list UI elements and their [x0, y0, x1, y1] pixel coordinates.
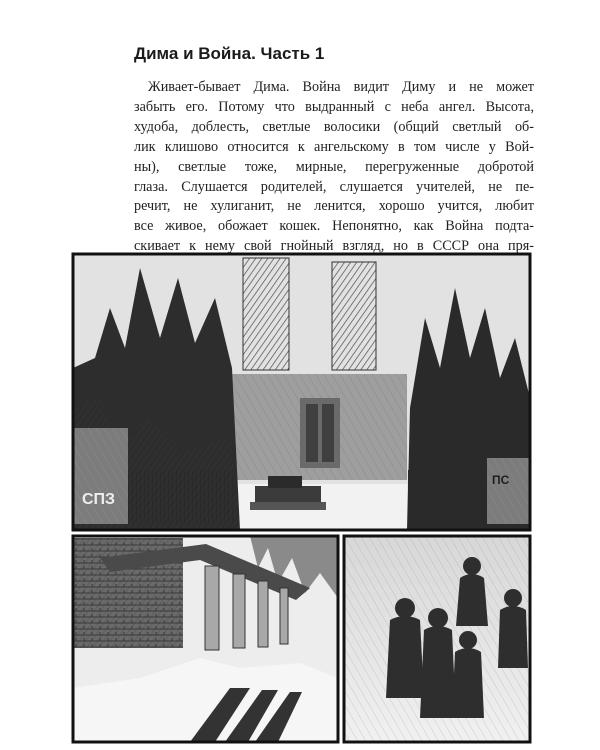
- pillar: [280, 588, 288, 644]
- pillar: [258, 581, 268, 647]
- chapter-title: Дима и Война. Часть 1: [134, 44, 325, 63]
- text-line: лик клишово относится к ангельскому в том числе у Вой-: [134, 138, 534, 155]
- chimney-right: [332, 262, 376, 370]
- chimney-left: [243, 258, 289, 370]
- text-line: худоба, доблесть, светлые волосики (общий светлый об-: [134, 118, 534, 135]
- panel-bottom-left: [73, 536, 338, 742]
- text-line: скивает к нему свой гнойный взгляд, но в СССР она пря-: [134, 238, 534, 255]
- comic-svg: [0, 248, 600, 750]
- text-line: все живое, обожает кошек. Непонятно, как Война подта-: [134, 218, 534, 235]
- paragraph: [134, 78, 534, 257]
- sign-left-text: СПЗ: [82, 491, 116, 508]
- fence-left: [128, 470, 234, 524]
- pillar: [233, 574, 245, 648]
- comic-illustration: [0, 248, 600, 750]
- text-line: ны), светлые тоже, мирные, перегруженные добротой: [134, 158, 534, 175]
- pillar: [205, 566, 219, 650]
- sign-right-text: ПС: [492, 473, 510, 487]
- text-line: глаза. Слушается родителей, слушается учителей, не пе-: [134, 178, 534, 195]
- text-line: забыть его. Потому что выдранный с неба ангел. Высота,: [134, 98, 534, 115]
- text-line: речит, не хулиганит, не ленится, хорошо учится, любит: [134, 198, 534, 215]
- panel-top: [73, 254, 530, 530]
- panel-bottom-right: [344, 536, 530, 742]
- fence-right: [407, 470, 487, 524]
- text-line: Живает-бывает Дима. Война видит Диму и не может: [148, 79, 534, 95]
